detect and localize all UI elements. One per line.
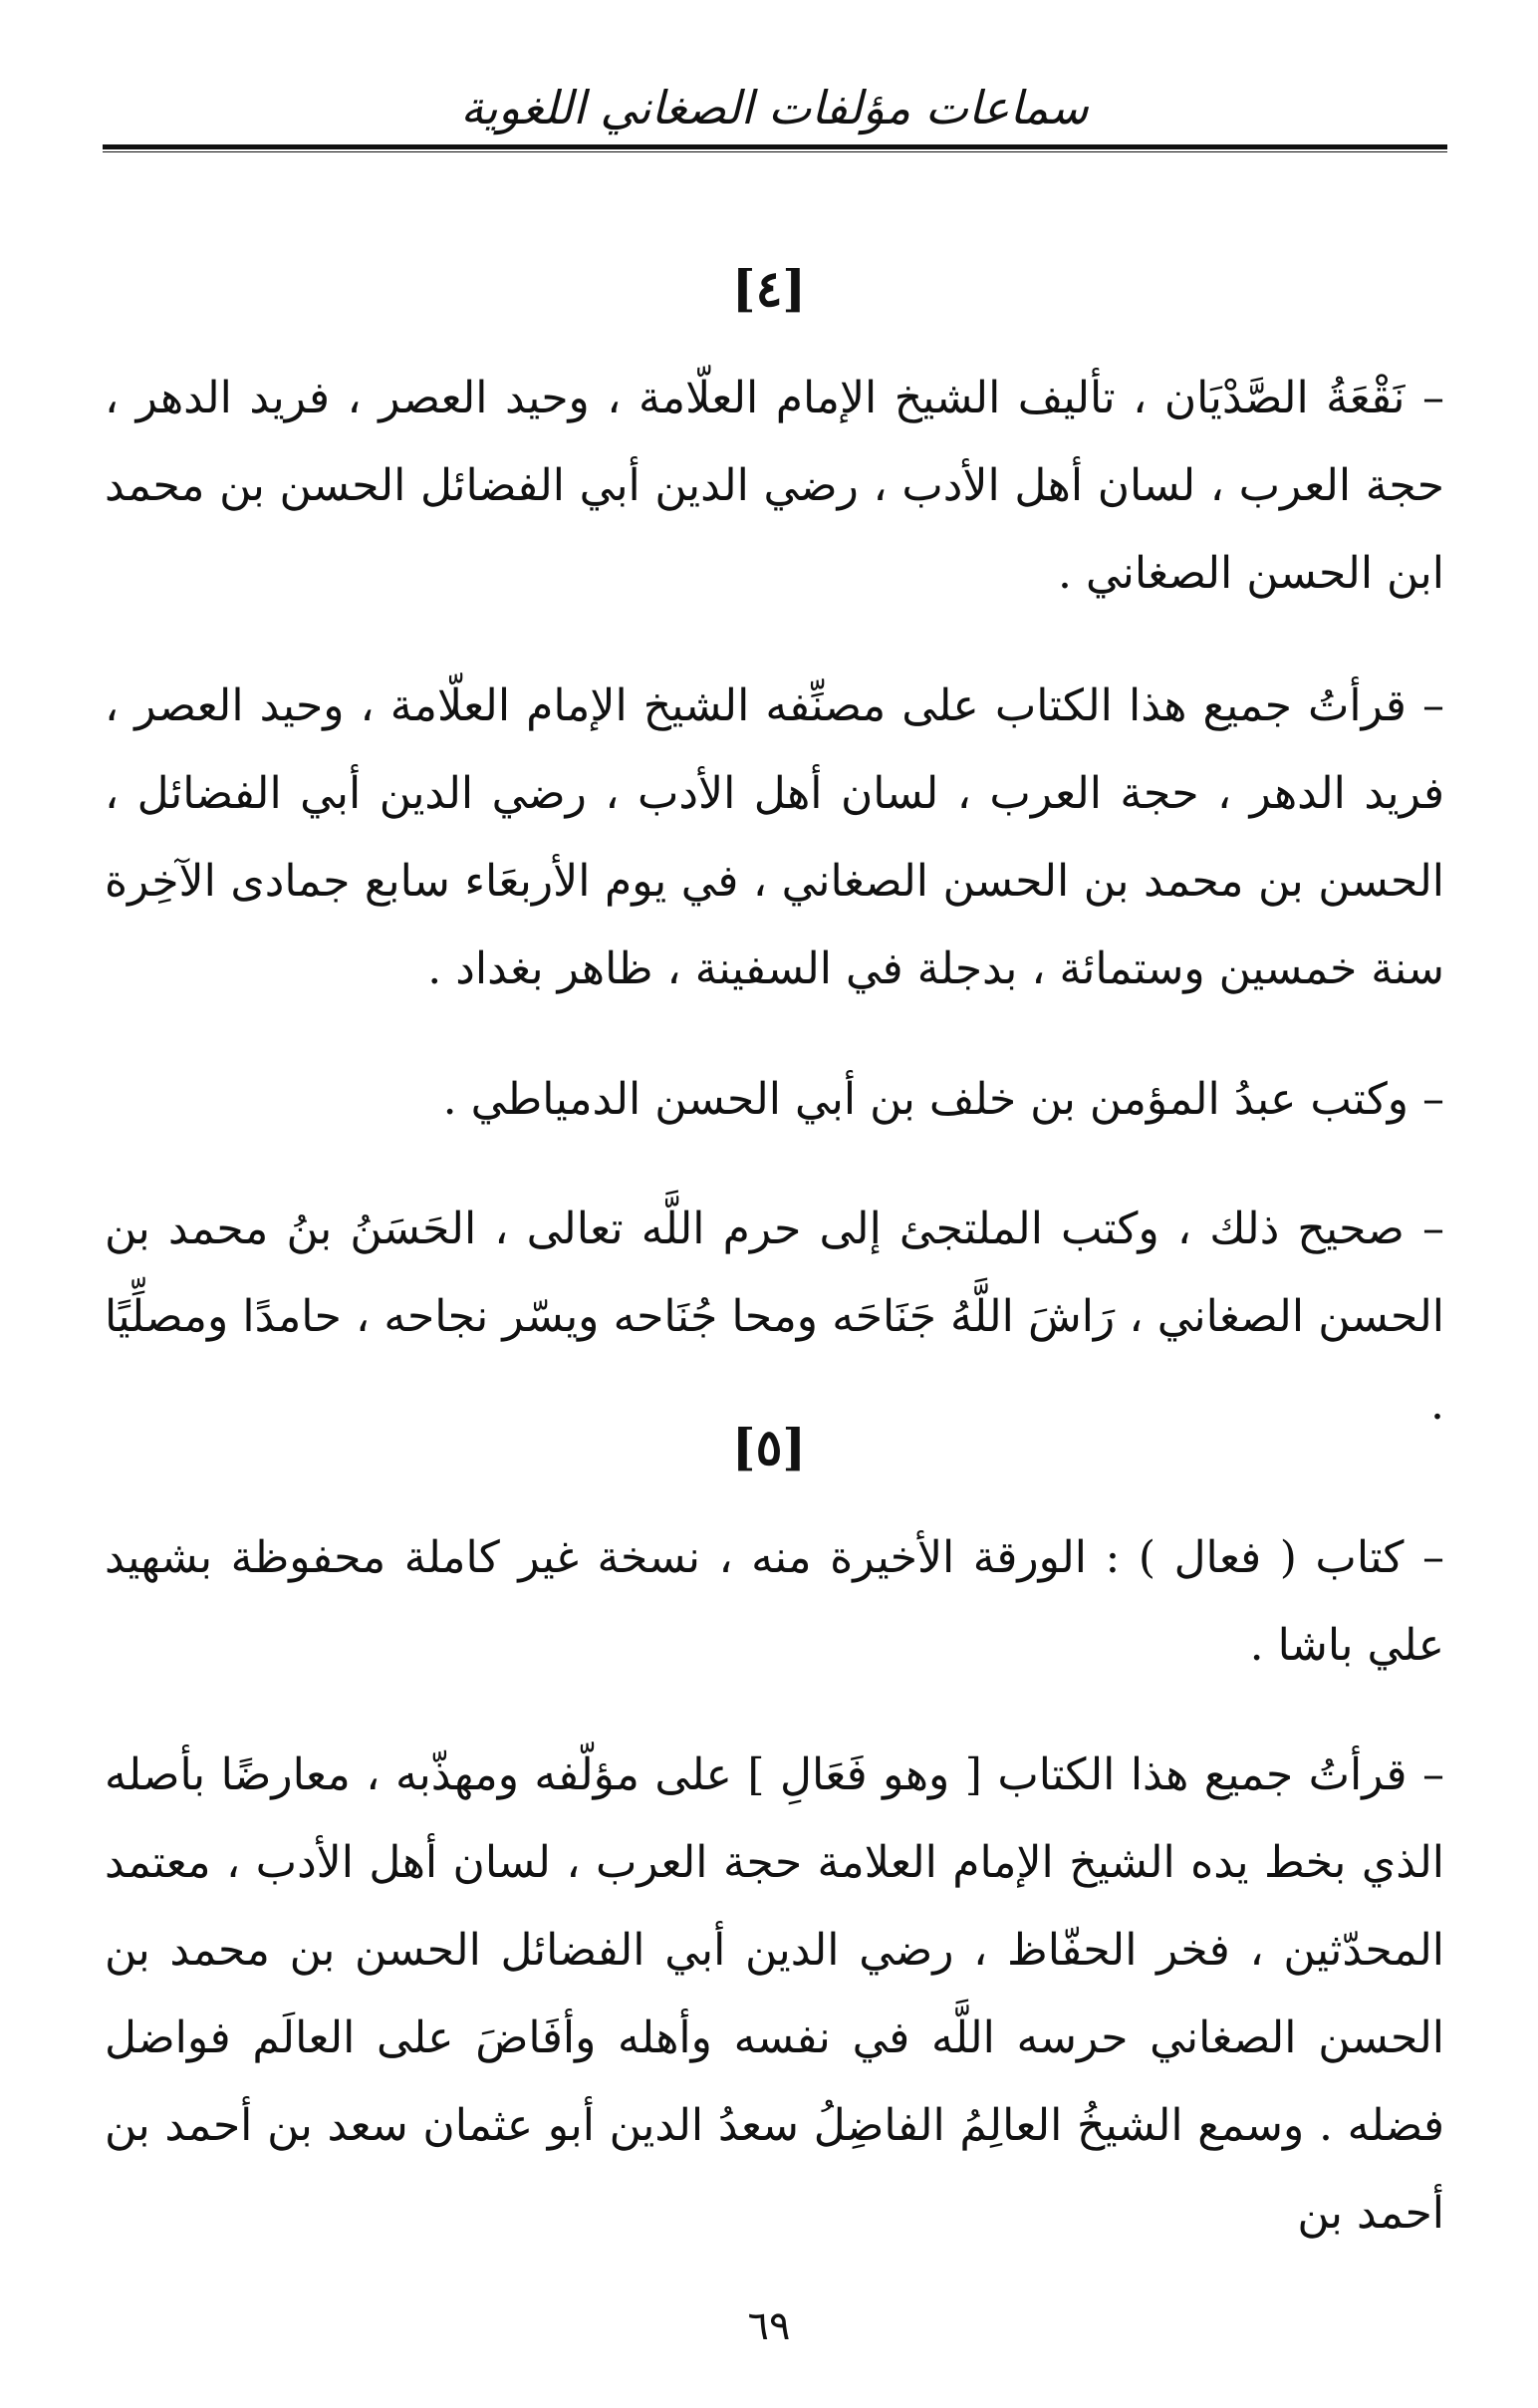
- section-number-5: [٥]: [731, 1418, 807, 1476]
- paragraph-reading-faal: – قرأتُ جميع هذا الكتاب [ وهو فَعَالِ ] على مؤلّفه ومهذّبه ، معارضًا بأصله الذي بخط يده الشيخ الإمام العلامة حجة العرب ، لسان أهل الأدب ، معتمد المحدّثين ، فخر الحفّاظ ، رضي الدين أبي الفضائل الحسن بن محمد بن الحسن الصغاني حرسه اللَّه في نفسه وأهله وأفَاضَ على العالَم فواضل فضله . وسمع الشيخُ العالِمُ الفاضِلُ سعدُ الدين أبو عثمان سعد بن أحمد بن أحمد بن: [105, 1749, 1445, 2239]
- header-rule: [103, 144, 1447, 152]
- paragraph-scribe-note: – وكتب عبدُ المؤمن بن خلف بن أبي الحسن الدمياطي .: [442, 1074, 1444, 1125]
- paragraph-author-attestation: – صحيح ذلك ، وكتب الملتجئ إلى حرم اللَّه تعالى ، الحَسَنُ بنُ محمد بن الحسن الصغاني ، رَاشَ اللَّهُ جَنَاحَه ومحا جُنَاحه ويسّر نجاحه ، حامدًا ومصلِّيًا .: [105, 1204, 1444, 1430]
- paragraph-book-faal: – كتاب ( فعال ) : الورقة الأخيرة منه ، نسخة غير كاملة محفوظة بشهيد علي باشا .: [105, 1532, 1444, 1671]
- section-number-4: [٤]: [731, 259, 807, 318]
- paragraph-reading-note: – قرأتُ جميع هذا الكتاب على مصنِّفه الشيخ الإمام العلّامة ، وحيد العصر ، فريد الدهر ، حجة العرب ، لسان أهل الأدب ، رضي الدين أبي الفضائل ، الحسن بن محمد بن الحسن الصغاني ، في يوم الأربعَاء سابع جمادى الآخِرة سنة خمسين وستمائة ، بدجلة في السفينة ، ظاهر بغداد .: [105, 680, 1444, 994]
- running-title: سماعات مؤلفات الصغاني اللغوية: [460, 81, 1089, 134]
- paragraph-title-naqat-alsadyan: – نَقْعَةُ الصَّدْيَان ، تأليف الشيخ الإمام العلّامة ، وحيد العصر ، فريد الدهر ، حجة العرب ، لسان أهل الأدب ، رضي الدين أبي الفضائل الحسن بن محمد ابن الحسن الصغاني .: [105, 373, 1444, 599]
- page-number: ٦٩: [747, 2303, 791, 2349]
